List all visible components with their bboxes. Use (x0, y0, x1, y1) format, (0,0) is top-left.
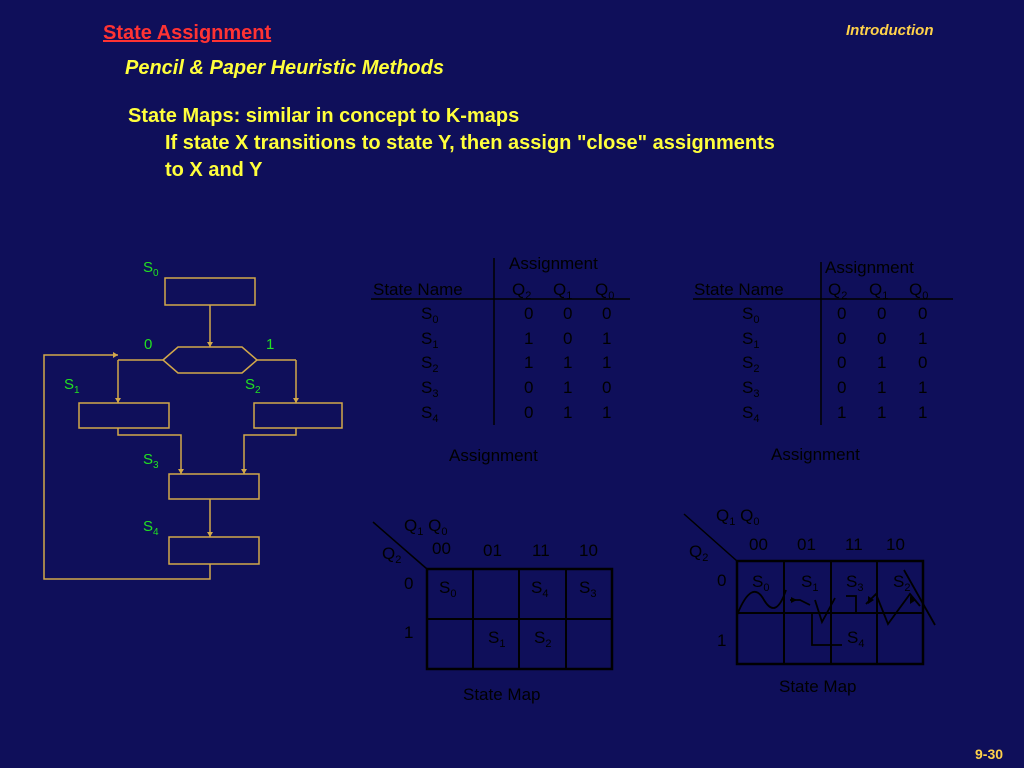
table1-cell: 0 (524, 378, 534, 397)
table1-cell: 0 (524, 403, 534, 422)
state-box-s4 (169, 537, 259, 564)
map1-cell-s2: $S_2$ (534, 628, 552, 650)
map2-cell-s1: $S_1$ (801, 572, 819, 594)
body-line-2: If state X transitions to state Y, then assign "close" assignments (165, 132, 775, 154)
table2-col-state: State Name (694, 280, 784, 299)
table1-cell: 0 (524, 304, 534, 323)
map2-cell-s2: $S_2$ (893, 572, 911, 594)
table1-cell: 1 (524, 353, 534, 372)
map2-corner-left: $Q_2$ (689, 542, 709, 564)
table1-cell: 1 (563, 378, 573, 397)
map1-row-header: 0 (404, 574, 414, 593)
table2-cell: 0 (837, 378, 847, 397)
table2-cell: 0 (837, 304, 847, 323)
table1-cell: 1 (602, 403, 612, 422)
flow-label-s2: $S_2$ (245, 376, 261, 396)
table1-cell: 1 (602, 353, 612, 372)
table1-row-state: $S_2$ (421, 353, 439, 375)
map1-cell-s3: $S_3$ (579, 578, 597, 600)
table1-caption: Assignment (449, 446, 538, 465)
table2-cell: 1 (918, 403, 928, 422)
table1-col-q0: $Q_0$ (595, 280, 615, 302)
table1-cell: 0 (602, 378, 612, 397)
table2-cell: 0 (877, 304, 887, 323)
table1-row-state: $S_1$ (421, 329, 439, 351)
flow-label-s4: $S_4$ (143, 518, 159, 538)
table2-cell: 1 (837, 403, 847, 422)
map2-cell-s3: $S_3$ (846, 572, 864, 594)
assignment-table-1 (371, 254, 630, 465)
table1-cell: 1 (563, 403, 573, 422)
table1-row-state: $S_0$ (421, 304, 439, 326)
state-box-s1 (79, 403, 169, 428)
slide-subtitle: Pencil & Paper Heuristic Methods (125, 57, 444, 79)
map2-arc-arrowheads (791, 596, 916, 604)
table2-cell: 1 (877, 403, 887, 422)
table2-col-q0: $Q_0$ (909, 280, 929, 302)
table1-cell: 0 (602, 304, 612, 323)
slide-title: State Assignment (103, 22, 272, 44)
map2-col-header: 11 (845, 535, 863, 554)
table1-col-q2: $Q_2$ (512, 280, 532, 302)
table2-row-state: $S_4$ (742, 403, 760, 425)
table1-group-header: Assignment (509, 254, 598, 273)
table2-caption: Assignment (771, 445, 860, 464)
table2-col-q1: $Q_1$ (869, 280, 889, 302)
table2-row-state: $S_0$ (742, 304, 760, 326)
map1-cell-s4: $S_4$ (531, 578, 549, 600)
map2-col-header: 10 (886, 535, 905, 554)
table2-row-state: $S_1$ (742, 329, 760, 351)
decision-box (163, 347, 257, 373)
table1-col-state: State Name (373, 280, 463, 299)
map1-corner-left: $Q_2$ (382, 544, 402, 566)
map1-col-header: 11 (532, 541, 550, 560)
map1-col-header: 10 (579, 541, 598, 560)
table2-cell: 1 (877, 378, 887, 397)
table2-cell: 0 (877, 329, 887, 348)
map1-cell-s0: $S_0$ (439, 578, 457, 600)
flowchart-arrowheads (113, 342, 299, 537)
map2-row-header: 1 (717, 631, 727, 650)
map1-cell-s1: $S_1$ (488, 628, 506, 650)
flow-label-s3: $S_3$ (143, 451, 159, 471)
table1-cell: 1 (563, 353, 573, 372)
map2-col-header: 01 (797, 535, 816, 554)
table2-cell: 0 (837, 329, 847, 348)
section-label: Introduction (846, 22, 934, 39)
map2-cell-s0: $S_0$ (752, 572, 770, 594)
table1-row-state: $S_3$ (421, 378, 439, 400)
table1-cell: 0 (563, 329, 573, 348)
flow-label-s1: $S_1$ (64, 376, 80, 396)
map1-corner-top: $Q_1$ $Q_0$ (404, 516, 448, 538)
table1-row-state: $S_4$ (421, 403, 439, 425)
table2-cell: 1 (877, 353, 887, 372)
map2-col-header: 00 (749, 535, 768, 554)
state-box-s3 (169, 474, 259, 499)
table1-cell: 0 (563, 304, 573, 323)
flowchart (44, 278, 342, 579)
table1-cell: 1 (524, 329, 534, 348)
map2-caption: State Map (779, 677, 857, 696)
body-line-1: State Maps: similar in concept to K-maps (128, 105, 520, 127)
table2-row-state: $S_3$ (742, 378, 760, 400)
map2-cell-s4: $S_4$ (847, 628, 865, 650)
table2-cell: 0 (837, 353, 847, 372)
table1-cell: 1 (602, 329, 612, 348)
map2-corner-top: $Q_1$ $Q_0$ (716, 506, 760, 528)
table2-cell: 0 (918, 353, 928, 372)
assignment-table-2 (693, 258, 953, 464)
map1-row-header: 1 (404, 623, 414, 642)
state-box-s2 (254, 403, 342, 428)
state-map-2 (684, 506, 935, 696)
flow-label-s0: $S_0$ (143, 259, 159, 279)
table2-cell: 1 (918, 329, 928, 348)
map1-col-header: 01 (483, 541, 502, 560)
table2-row-state: $S_2$ (742, 353, 760, 375)
page-number: 9-30 (975, 746, 1004, 762)
map1-col-header: 00 (432, 539, 451, 558)
state-box-s0 (165, 278, 255, 305)
table2-group-header: Assignment (825, 258, 914, 277)
table1-col-q1: $Q_1$ (553, 280, 573, 302)
state-map-1 (373, 516, 612, 704)
flow-label-branch-0: 0 (144, 336, 153, 353)
flow-label-branch-1: 1 (266, 336, 275, 353)
body-line-3: to X and Y (165, 159, 263, 181)
table2-cell: 0 (918, 304, 928, 323)
map2-row-header: 0 (717, 571, 727, 590)
map1-caption: State Map (463, 685, 541, 704)
table2-cell: 1 (918, 378, 928, 397)
table2-col-q2: $Q_2$ (828, 280, 848, 302)
